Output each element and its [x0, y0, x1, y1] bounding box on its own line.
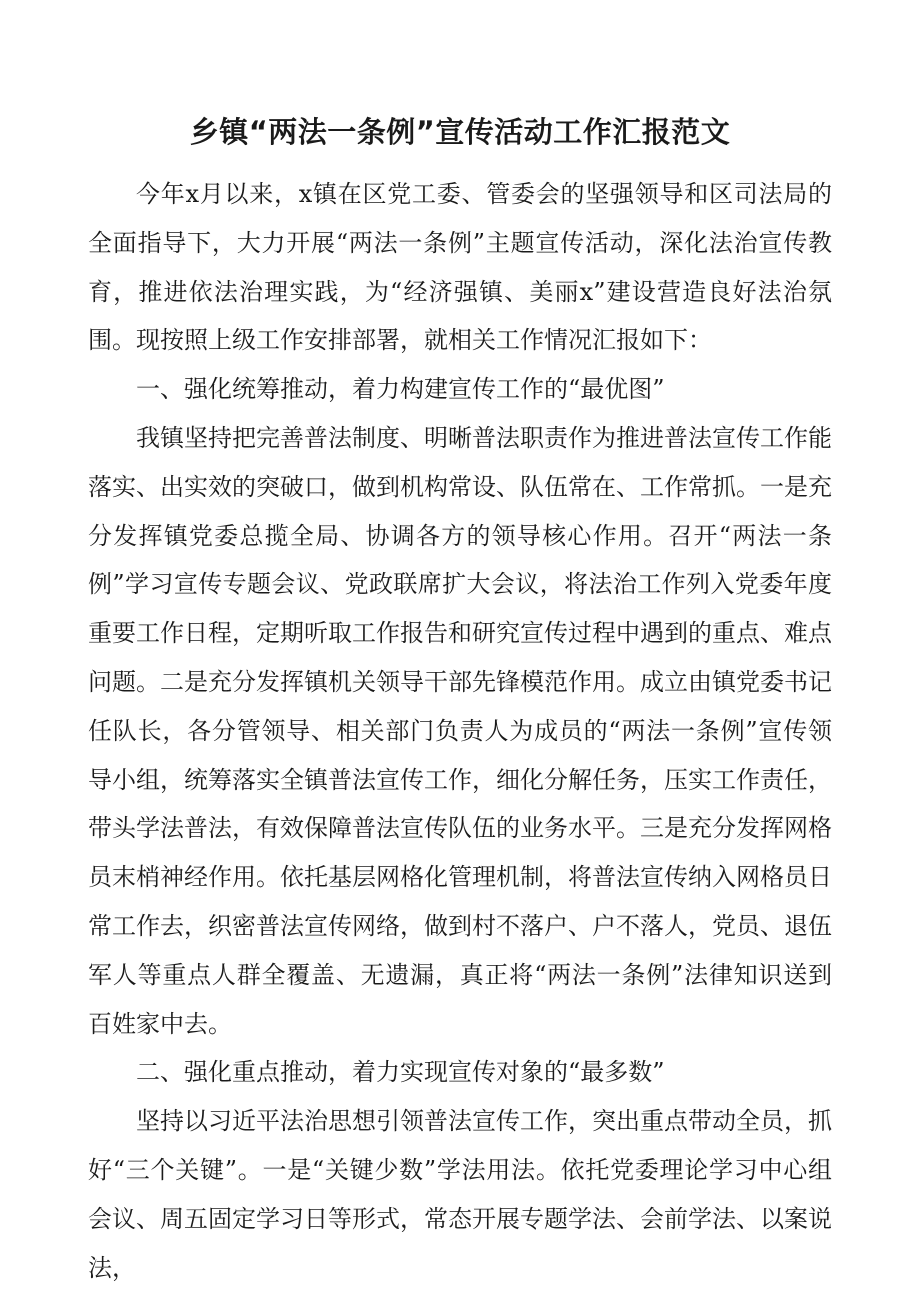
- intro-paragraph: 今年x月以来，x镇在区党工委、管委会的坚强领导和区司法局的全面指导下，大力开展“两法一条例”主题宣传活动，深化法治宣传教育，推进依法治理实践，为“经济强镇、美丽x”建设营造良好法治氛围。现按照上级工作安排部署，就相关工作情况汇报如下：: [88, 180, 832, 355]
- document-body: [88, 170, 832, 1292]
- section-heading-1: 一、强化统筹推动，着力构建宣传工作的“最优图”: [136, 375, 665, 404]
- section-2-paragraph: 坚持以习近平法治思想引领普法宣传工作，突出重点带动全员，抓好“三个关键”。一是“关键少数”学法用法。依托党委理论学习中心组会议、周五固定学习日等形式，常态开展专题学法、会前学法、以案说法，: [88, 1107, 832, 1282]
- section-1-paragraph: 我镇坚持把完善普法制度、明晰普法职责作为推进普法宣传工作能落实、出实效的突破口，做到机构常设、队伍常在、工作常抓。一是充分发挥镇党委总揽全局、协调各方的领导核心作用。召开“两法一条例”学习宣传专题会议、党政联席扩大会议，将法治工作列入党委年度重要工作日程，定期听取工作报告和研究宣传过程中遇到的重点、难点问题。二是充分发挥镇机关领导干部先锋模范作用。成立由镇党委书记任队长，各分管领导、相关部门负责人为成员的“两法一条例”宣传领导小组，统筹落实全镇普法宣传工作，细化分解任务，压实工作责任，带头学法普法，有效保障普法宣传队伍的业务水平。三是充分发挥网格员末梢神经作用。依托基层网格化管理机制，将普法宣传纳入网格员日常工作去，织密普法宣传网络，做到村不落户、户不落人，党员、退伍军人等重点人群全覆盖、无遗漏，真正将“两法一条例”法律知识送到百姓家中去。: [88, 423, 832, 1038]
- document-title: 乡镇“两法一条例”宣传活动工作汇报范文: [189, 115, 731, 149]
- section-heading-2: 二、强化重点推动，着力实现宣传对象的“最多数”: [136, 1058, 665, 1087]
